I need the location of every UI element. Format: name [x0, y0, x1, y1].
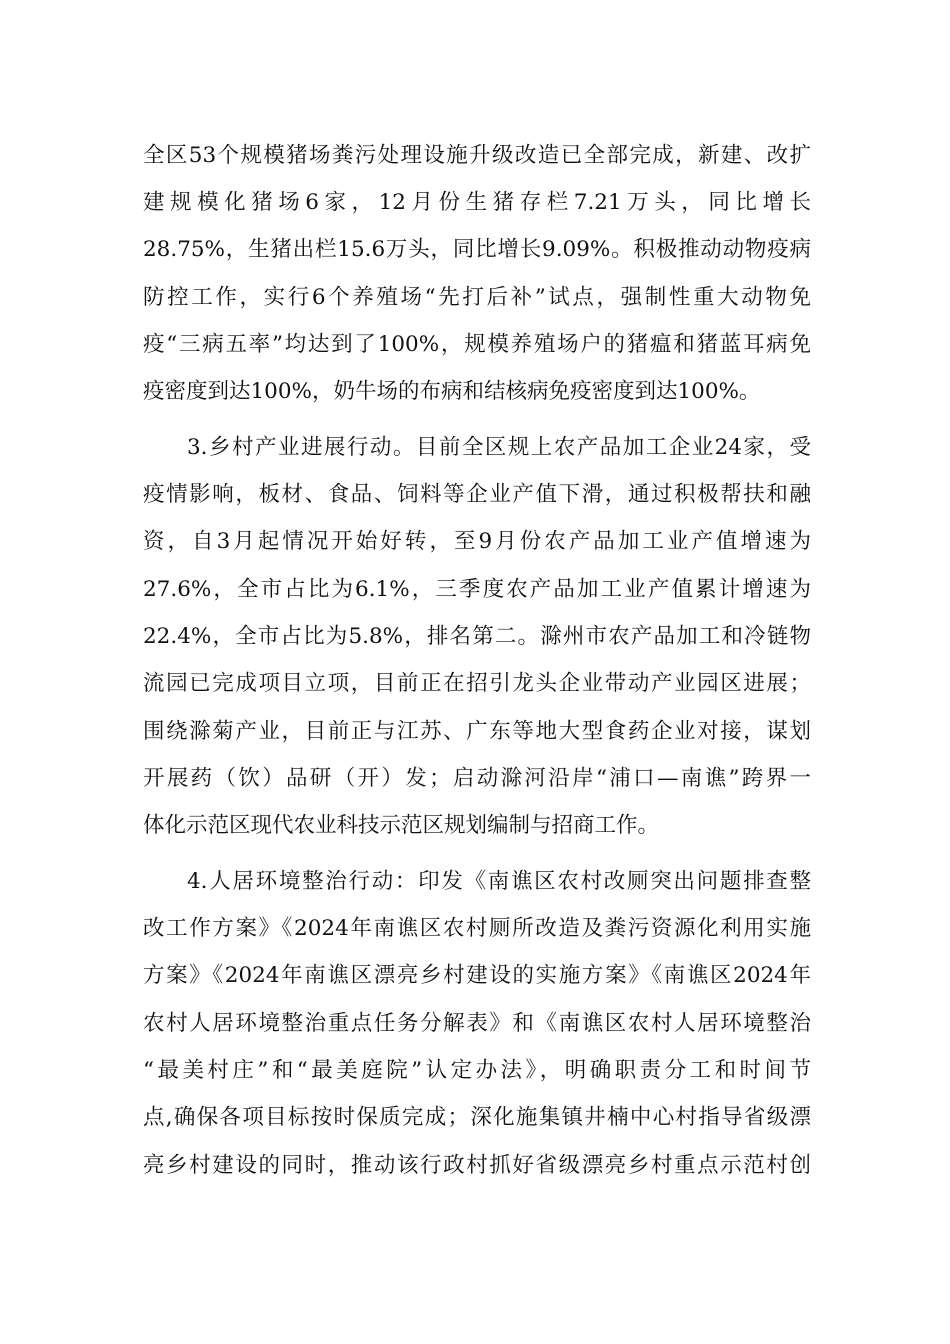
text-line: 改工作方案》《2024年南谯区农村厕所改造及粪污资源化利用实施: [143, 916, 811, 941]
text-line: 建规模化猪场6家，12月份生猪存栏7.21万头，同比增长: [143, 190, 811, 215]
text-line: 疫情影响，板材、食品、饲料等企业产值下滑，通过积极帮扶和融: [143, 482, 811, 507]
text-line: 点,确保各项目标按时保质完成；深化施集镇井楠中心村指导省级漂: [143, 1105, 811, 1130]
text-line: 亮乡村建设的同时，推动该行政村抓好省级漂亮乡村重点示范村创: [143, 1153, 811, 1178]
text-line: 27.6%，全市占比为6.1%，三季度农产品加工业产值累计增速为: [143, 577, 811, 602]
text-line: 围绕滁菊产业，目前正与江苏、广东等地大型食药企业对接，谋划: [143, 719, 811, 744]
text-line: 疫密度到达100%，奶牛场的布病和结核病免疫密度到达100%。: [143, 379, 761, 404]
paragraph-start-line: 4.人居环境整治行动：印发《南谯区农村改厕突出问题排查整: [187, 869, 811, 894]
text-line: 防控工作，实行6个养殖场“先打后补”试点，强制性重大动物免: [143, 285, 811, 310]
text-line: 开展药（饮）品研（开）发；启动滁河沿岸“浦口—南谯”跨界一: [143, 766, 811, 791]
text-line: 资，自3月起情况开始好转，至9月份农产品加工业产值增速为: [143, 529, 811, 554]
text-line: 流园已完成项目立项，目前正在招引龙头企业带动产业园区进展；: [143, 671, 811, 696]
text-line: 体化示范区现代农业科技示范区规划编制与招商工作。: [143, 813, 660, 838]
text-line: 28.75%，生猪出栏15.6万头，同比增长9.09%。积极推动动物疫病: [143, 237, 811, 262]
text-line: “最美村庄”和“最美庭院”认定办法》，明确职责分工和时间节: [143, 1058, 811, 1083]
text-line: 方案》《2024年南谯区漂亮乡村建设的实施方案》《南谯区2024年: [143, 963, 811, 988]
text-line: 22.4%，全市占比为5.8%，排名第二。滁州市农产品加工和冷链物: [143, 624, 811, 649]
paragraph-start-line: 3.乡村产业进展行动。目前全区规上农产品加工企业24家，受: [187, 435, 811, 460]
text-line: 农村人居环境整治重点任务分解表》和《南谯区农村人居环境整治: [143, 1011, 811, 1036]
text-line: 疫“三病五率”均达到了100%，规模养殖场户的猪瘟和猪蓝耳病免: [143, 332, 811, 357]
text-line: 全区53个规模猪场粪污处理设施升级改造已全部完成，新建、改扩: [143, 143, 811, 168]
